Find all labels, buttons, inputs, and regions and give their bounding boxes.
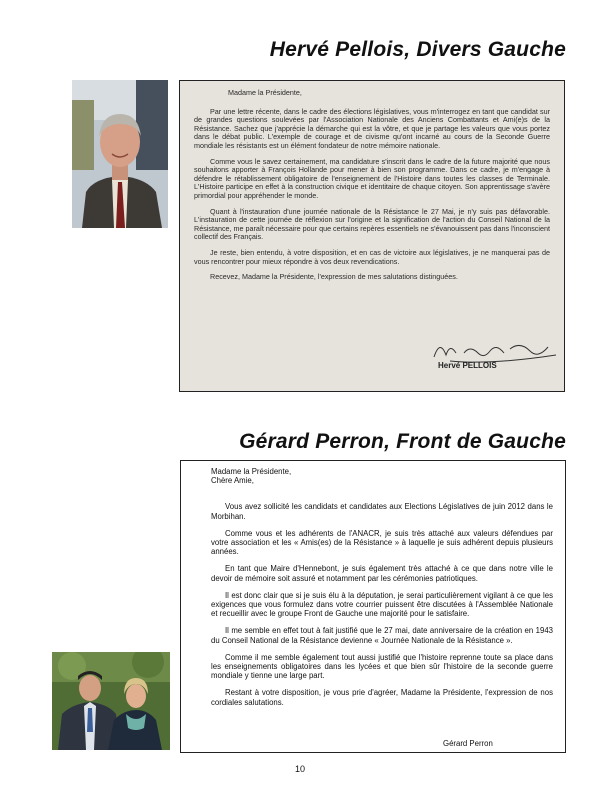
letter2-signature-name: Gérard Perron xyxy=(443,739,493,748)
letter2-paragraph: En tant que Maire d'Hennebont, je suis également très attaché à ce que dans notre ville le devoir de mémoire soit assuré et notamment par les cérémonies patriotiques. xyxy=(211,564,553,583)
letter1-paragraph: Comme vous le savez certainement, ma candidature s'inscrit dans le cadre de la future majorité que nous souhaitons apporter à François Hollande pour mener à bien son programme. Dans ce cadre, je m'engage à défendre le rétablissement obligatoire de l'enseignement de l'Histoire dans toutes les classes de Terminale. L'Histoire participe en effet à la construction civique et identitaire de chaque citoyen. Son apprentissage s'avère primordial pour appréhender le monde. xyxy=(194,156,550,200)
letter1-signature-name: Hervé PELLOIS xyxy=(438,361,497,370)
letter2-paragraph: Comme vous et les adhérents de l'ANACR, je suis très attaché aux valeurs défendues par votre association et les « Amis(es) de la Résistance » à laquelle je suis adhérent depuis plusieurs années. xyxy=(211,528,553,557)
candidate2-letter xyxy=(180,460,566,753)
candidate1-heading: Hervé Pellois, Divers Gauche xyxy=(269,38,566,61)
letter2-paragraph: Il me semble en effet tout à fait justifié que le 27 mai, date anniversaire de la création en 1943 du Conseil National de la Résistance devienne « Journée Nationale de la Résistance ». xyxy=(211,626,553,645)
letter2-salutation: Madame la Présidente, xyxy=(211,467,292,476)
letter1-paragraph: Je reste, bien entendu, à votre disposition, et en cas de victoire aux législatives, je ne manquerai pas de vous rencontrer pour mieux répondre à vos deux revendications. xyxy=(194,247,550,266)
candidate2-group-photo xyxy=(52,652,170,750)
letter1-paragraph: Recevez, Madame la Présidente, l'expression de mes salutations distinguées. xyxy=(210,272,458,282)
letter2-paragraph: Restant à votre disposition, je vous prie d'agréer, Madame la Présidente, l'expression de nos cordiales salutations. xyxy=(211,688,553,707)
letter1-paragraph: Quant à l'instauration d'une journée nationale de la Résistance le 27 Mai, je n'y suis pas défavorable. L'instauration de cette journée de réflexion sur l'origine et la signification de l'action du Conseil National de la Résistance, me paraît nécessaire pour que certains repères essentiels ne s'évanouissent pas dans l'inconscient collectif des Français. xyxy=(194,206,550,242)
letter1-paragraph: Par une lettre récente, dans le cadre des élections législatives, vous m'interrogez en tant que candidat sur de grandes questions soulevées par l'Association Nationale des Anciens Combattants et Ami(e)s de la Résistance. Sachez que j'apprécie la démarche qui est la vôtre, et que je partage les valeurs que vous portez dans le débat public. L'exemple de courage et de civisme qu'ont incarné au cours de la Seconde Guerre mondiale les résistants est un élément fondateur de notre mémoire nationale. xyxy=(194,106,550,150)
letter2-paragraph: Comme il me semble également tout aussi justifié que l'histoire reprenne toute sa place dans les enseignements obligatoires dans les lycées et que bien sûr l'histoire de la seconde guerre mondiale y tienne une large part. xyxy=(211,652,553,681)
letter1-salutation: Madame la Présidente, xyxy=(228,88,302,97)
page-number: 10 xyxy=(294,764,305,774)
candidate1-letter xyxy=(179,80,565,392)
letter2-paragraph: Il est donc clair que si je suis élu à la députation, je serai particulièrement vigilant à ce que les exigences que vous formulez dans votre courrier puissent être discutées à l'Assemblée Nationale et recueillir avec le groupe Front de Gauche une majorité pour le satisfaire. xyxy=(211,590,553,619)
letter2-salutation: Chère Amie, xyxy=(211,476,254,486)
letter2-paragraph: Vous avez sollicité les candidats et candidates aux Elections Législatives de juin 2012 dans le Morbihan. xyxy=(211,502,553,521)
candidate1-portrait-photo xyxy=(72,80,168,228)
candidate2-heading: Gérard Perron, Front de Gauche xyxy=(239,430,566,453)
